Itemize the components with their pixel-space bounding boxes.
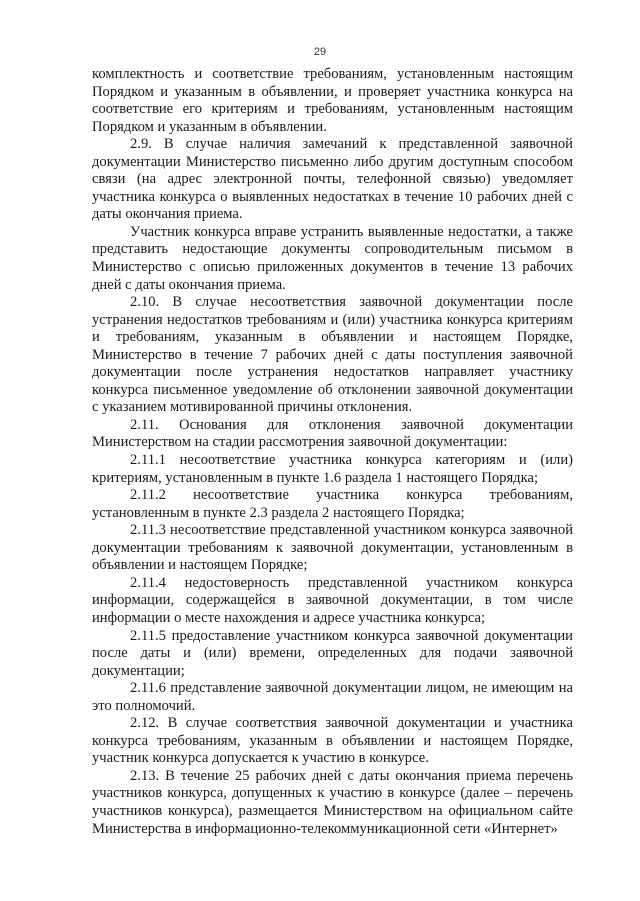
paragraph-2-9: 2.9. В случае наличия замечаний к представленной заявочной документации Министерство письменно либо другим доступным способом связи (на адрес электронной почты, телефонной связью) уведомляет участника конкурса о выявленных недостатках в течение 10 рабочих дней с даты окончания приема. (92, 136, 573, 223)
paragraph-2-10: 2.10. В случае несоответствия заявочной документации после устранения недостатков требованиям и (или) участника конкурса критериям и требованиям, указанным в объявлении и настоящем Порядке, Министерство в течение 7 рабочих дней с даты поступления заявочной документации после устранения недостатков направляет участнику конкурса письменное уведомление об отклонении заявочной документации с указанием мотивированной причины отклонения. (92, 294, 573, 416)
paragraph-2-11-5: 2.11.5 предоставление участником конкурса заявочной документации после даты и (или) времени, определенных для подачи заявочной документации; (92, 627, 573, 679)
paragraph-2-11-3: 2.11.3 несоответствие представленной участником конкурса заявочной документации требованиям к заявочной документации, установленным в объявлении и настоящем Порядке; (92, 522, 573, 574)
paragraph-2-11-6: 2.11.6 представление заявочной документации лицом, не имеющим на это полномочий. (92, 680, 573, 714)
paragraph-2-11: 2.11. Основания для отклонения заявочной документации Министерством на стадии рассмотрения заявочной документации: (92, 416, 573, 451)
paragraph-2-12: 2.12. В случае соответствия заявочной документации и участника конкурса требованиям, указанным в объявлении и настоящем Порядке, участник конкурса допускается к участию в конкурсе. (92, 715, 573, 767)
document-body (92, 66, 573, 838)
paragraph-2-11-4: 2.11.4 недостоверность представленной участником конкурса информации, содержащейся в заявочной документации, в том числе информации о месте нахождения и адресе участника конкурса; (92, 574, 573, 626)
paragraph: Участник конкурса вправе устранить выявленные недостатки, а также представить недостающие документы сопроводительным письмом в Министерство с описью приложенных документов в течение 13 рабочих дней с даты окончания приема. (92, 223, 573, 293)
page-number: 29 (313, 46, 327, 58)
paragraph: комплектность и соответствие требованиям, установленным настоящим Порядком и указанным в объявлении, и проверяет участника конкурса на соответствие его критериям и требованиям, установленным настоящим Порядком и указанным в объявлении. (92, 66, 573, 135)
paragraph-2-11-2: 2.11.2 несоответствие участника конкурса требованиям, установленным в пункте 2.3 раздела 2 настоящего Порядка; (92, 487, 573, 521)
paragraph-2-11-1: 2.11.1 несоответствие участника конкурса категориям и (или) критериям, установленным в пункте 1.6 раздела 1 настоящего Порядка; (92, 452, 573, 486)
paragraph-2-13: 2.13. В течение 25 рабочих дней с даты окончания приема перечень участников конкурса, допущенных к участию в конкурсе (далее – перечень участников конкурса), размещается Министерством на официальном сайте Министерства в информационно-телекоммуникационной сети «Интернет» (92, 767, 573, 837)
